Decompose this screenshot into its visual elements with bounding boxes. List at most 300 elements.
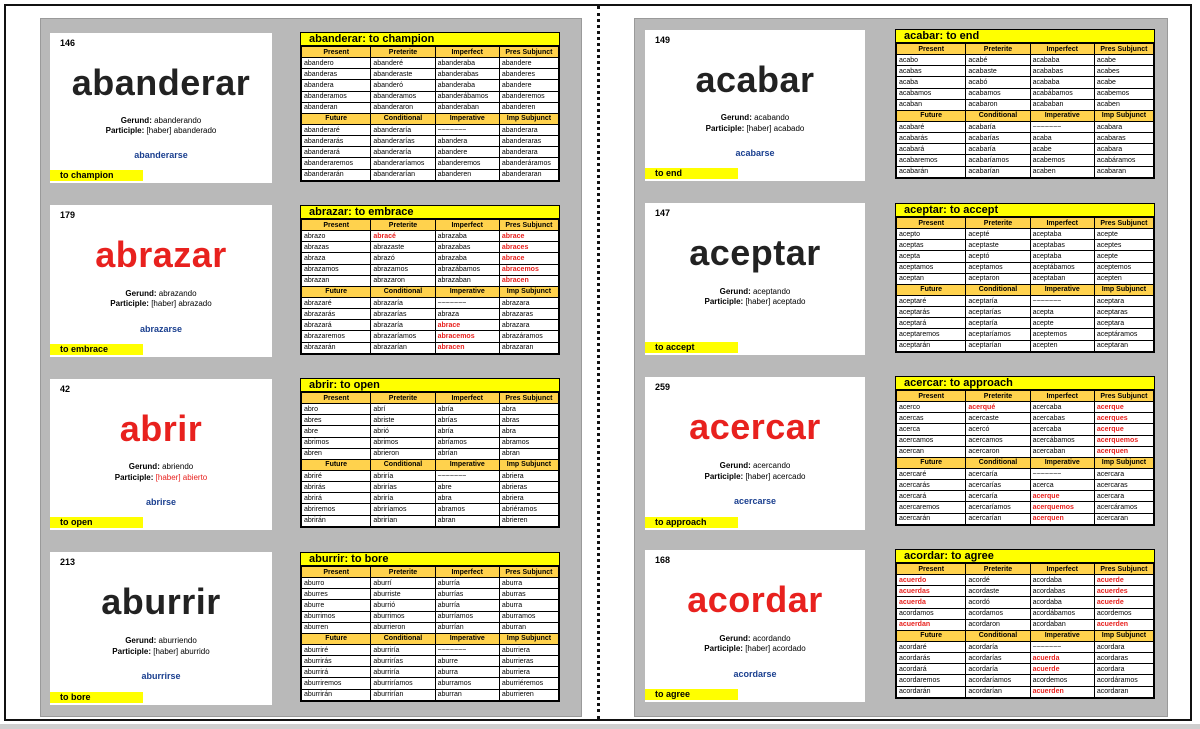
conjugation-cell: ~~~~~~~: [1030, 641, 1094, 652]
conjugation-cell: aceptáramos: [1094, 329, 1153, 340]
conjugation-cell: abanderen: [435, 169, 499, 180]
card-number: 179: [60, 210, 76, 220]
conjugation-cell: aceptarán: [897, 340, 966, 351]
conjugation-cell: acabé: [966, 55, 1030, 66]
conjugation-cell: abanderarían: [371, 169, 435, 180]
conjugation-title: aceptar: to accept: [896, 204, 1154, 217]
conjugation-cell: abriste: [371, 415, 435, 426]
conjugation-row: [897, 413, 1154, 424]
conjugation-cell: ~~~~~~~: [1030, 295, 1094, 306]
conjugation-cell: abandere: [499, 58, 558, 69]
tense-header: Preterite: [966, 218, 1030, 229]
conjugation-row: [897, 597, 1154, 608]
conjugation-row: [897, 240, 1154, 251]
conjugation-cell: acerca: [897, 424, 966, 435]
conjugation-cell: aceptarás: [897, 307, 966, 318]
participle-value: [haber] abierto: [155, 472, 208, 482]
conjugation-row: [897, 166, 1154, 177]
participle-line: [50, 299, 272, 308]
conjugation-cell: acababan: [1030, 99, 1094, 110]
tense-header: Imp Subjunct: [499, 286, 558, 297]
card-number: 213: [60, 557, 76, 567]
conjugation-cell: aceptan: [897, 273, 966, 284]
conjugation-cell: acercarías: [966, 480, 1030, 491]
reflexive-form: acabarse: [735, 147, 775, 158]
tense-header: Future: [897, 284, 966, 295]
tense-header: Future: [302, 633, 371, 644]
conjugation-cell: abrazaríamos: [371, 331, 435, 342]
tense-header: Imp Subjunct: [1094, 110, 1153, 121]
conjugation-cell: acabe: [1030, 144, 1094, 155]
gerund-line: [50, 636, 272, 645]
conjugation-table-abrir: [300, 378, 560, 528]
tense-header: Imperfect: [1030, 564, 1094, 575]
conjugation-cell: aburriera: [499, 667, 558, 678]
conjugation-row: [302, 309, 559, 320]
conjugation-cell: acordamos: [897, 608, 966, 619]
conjugation-row: [897, 340, 1154, 351]
conjugation-row: [897, 446, 1154, 457]
tense-header: Imperfect: [435, 393, 499, 404]
participle-value: [haber] acercado: [745, 471, 806, 481]
conjugation-cell: acordaran: [1094, 686, 1153, 697]
conjugation-row: [302, 275, 559, 286]
conjugation-row: [302, 426, 559, 437]
conjugation-cell: abriera: [499, 470, 558, 481]
conjugation-cell: abrazamos: [371, 264, 435, 275]
card-number: 259: [655, 382, 671, 392]
conjugation-cell: acordaría: [966, 664, 1030, 675]
translation-bar: to bore: [50, 692, 143, 703]
conjugation-cell: abanderemos: [435, 158, 499, 169]
conjugation-cell: acababa: [1030, 77, 1094, 88]
conjugation-cell: abrazaría: [371, 297, 435, 308]
tense-header: Pres Subjunct: [499, 47, 558, 58]
conjugation-row: [302, 331, 559, 342]
conjugation-cell: acercaría: [966, 491, 1030, 502]
conjugation-cell: abanderes: [499, 69, 558, 80]
conjugation-cell: abramos: [435, 504, 499, 515]
conjugation-cell: acuerdan: [897, 619, 966, 630]
conjugation-cell: abriera: [499, 493, 558, 504]
conjugation-cell: acabará: [897, 144, 966, 155]
verb-infinitive: acabar: [695, 58, 815, 100]
conjugation-cell: abra: [499, 404, 558, 415]
conjugation-cell: abanderaste: [371, 69, 435, 80]
tense-header: Preterite: [371, 393, 435, 404]
conjugation-cell: aburriríamos: [371, 678, 435, 689]
conjugation-cell: abandero: [302, 58, 371, 69]
conjugation-row: [302, 404, 559, 415]
conjugation-cell: acabarás: [897, 133, 966, 144]
conjugation-cell: aburrirían: [371, 689, 435, 700]
tense-header: Imp Subjunct: [1094, 457, 1153, 468]
page-divider: [597, 6, 600, 719]
conjugation-cell: acuerdas: [897, 586, 966, 597]
conjugation-cell: abrieren: [499, 515, 558, 526]
conjugation-cell: abraza: [302, 253, 371, 264]
conjugation-row: [897, 653, 1154, 664]
conjugation-table-acabar: [895, 29, 1155, 179]
participle-line: [50, 647, 272, 656]
conjugation-cell: aburrirán: [302, 689, 371, 700]
conjugation-cell: acaben: [1094, 99, 1153, 110]
conjugation-cell: acerque: [1030, 491, 1094, 502]
conjugation-row: [897, 273, 1154, 284]
tense-header: Pres Subjunct: [499, 393, 558, 404]
gerund-line: [50, 462, 272, 471]
tense-header-row: [302, 113, 559, 124]
verb-infinitive: acordar: [687, 578, 823, 620]
conjugation-cell: acercamos: [966, 435, 1030, 446]
conjugation-cell: abanderaran: [499, 169, 558, 180]
tense-header-row: [302, 567, 559, 578]
reflexive-form: acercarse: [733, 496, 777, 507]
conjugation-grid: [896, 217, 1154, 352]
conjugation-cell: abras: [499, 415, 558, 426]
conjugation-cell: acordarán: [897, 686, 966, 697]
conjugation-cell: aceptaríamos: [966, 329, 1030, 340]
conjugation-row: [302, 482, 559, 493]
conjugation-row: [302, 264, 559, 275]
tense-header: Conditional: [966, 457, 1030, 468]
conjugation-cell: abrirías: [371, 482, 435, 493]
gerund-value: acercando: [752, 461, 791, 471]
tense-header: Preterite: [966, 391, 1030, 402]
tense-header-row: [897, 564, 1154, 575]
conjugation-cell: abrazaremos: [302, 331, 371, 342]
gerund-label: Gerund:: [125, 636, 157, 646]
tense-header-row: [897, 44, 1154, 55]
conjugation-row: [302, 589, 559, 600]
tense-header: Imp Subjunct: [499, 113, 558, 124]
card-number: 168: [655, 555, 671, 565]
conjugation-row: [897, 318, 1154, 329]
conjugation-cell: aburre: [302, 600, 371, 611]
conjugation-cell: ~~~~~~~: [1030, 121, 1094, 132]
conjugation-cell: acababa: [1030, 55, 1094, 66]
conjugation-cell: acordáramos: [1094, 675, 1153, 686]
conjugation-cell: acordaba: [1030, 597, 1094, 608]
conjugation-cell: acerques: [1094, 413, 1153, 424]
conjugation-row: [302, 600, 559, 611]
gerund-line: [645, 113, 865, 122]
conjugation-cell: abra: [499, 426, 558, 437]
conjugation-cell: aceptara: [1094, 295, 1153, 306]
conjugation-cell: acercaremos: [897, 502, 966, 513]
conjugation-cell: acercaba: [1030, 424, 1094, 435]
conjugation-row: [302, 415, 559, 426]
conjugation-row: [302, 578, 559, 589]
conjugation-cell: abanderará: [302, 147, 371, 158]
conjugation-cell: abría: [435, 404, 499, 415]
conjugation-cell: acercará: [897, 491, 966, 502]
conjugation-cell: acordaban: [1030, 619, 1094, 630]
conjugation-cell: acabarán: [897, 166, 966, 177]
conjugation-cell: aburra: [435, 667, 499, 678]
conjugation-row: [897, 619, 1154, 630]
tense-header: Pres Subjunct: [499, 220, 558, 231]
tense-header: Pres Subjunct: [1094, 218, 1153, 229]
conjugation-row: [302, 124, 559, 135]
conjugation-title: acordar: to agree: [896, 550, 1154, 563]
tense-header: Imperfect: [1030, 218, 1094, 229]
conjugation-cell: acabara: [1094, 121, 1153, 132]
conjugation-cell: acabaste: [966, 66, 1030, 77]
gerund-value: abrazando: [158, 288, 197, 298]
conjugation-table-aburrir: [300, 552, 560, 702]
conjugation-row: [897, 88, 1154, 99]
conjugation-row: [302, 242, 559, 253]
conjugation-cell: acordamos: [966, 608, 1030, 619]
conjugation-cell: abriéramos: [499, 504, 558, 515]
verb-card-acabar: [645, 30, 865, 181]
conjugation-cell: acabáramos: [1094, 155, 1153, 166]
conjugation-cell: acuerda: [897, 597, 966, 608]
conjugation-cell: abanderara: [499, 124, 558, 135]
conjugation-cell: aburriremos: [302, 678, 371, 689]
conjugation-cell: acerque: [1094, 402, 1153, 413]
conjugation-cell: acabaría: [966, 144, 1030, 155]
card-number: 146: [60, 38, 76, 48]
conjugation-cell: acerquen: [1030, 513, 1094, 524]
conjugation-cell: abanderaría: [371, 124, 435, 135]
conjugation-row: [302, 448, 559, 459]
conjugation-row: [302, 611, 559, 622]
conjugation-cell: acabaras: [1094, 133, 1153, 144]
conjugation-cell: acercaste: [966, 413, 1030, 424]
translation-bar: to embrace: [50, 344, 143, 355]
conjugation-cell: ~~~~~~~: [1030, 468, 1094, 479]
conjugation-cell: aburriéremos: [499, 678, 558, 689]
translation-bar: to end: [645, 168, 738, 179]
conjugation-cell: abrazara: [499, 320, 558, 331]
conjugation-row: [302, 297, 559, 308]
conjugation-cell: abanderara: [499, 147, 558, 158]
verb-card-abrazar: [50, 205, 272, 357]
tense-header: Conditional: [371, 459, 435, 470]
conjugation-cell: acordé: [966, 575, 1030, 586]
conjugation-cell: abríamos: [435, 437, 499, 448]
conjugation-cell: acerquemos: [1030, 502, 1094, 513]
conjugation-cell: acabara: [1094, 144, 1153, 155]
conjugation-row: [302, 689, 559, 700]
conjugation-cell: acabemos: [1030, 155, 1094, 166]
conjugation-row: [897, 435, 1154, 446]
conjugation-cell: acordemos: [1094, 608, 1153, 619]
gerund-line: [645, 634, 865, 643]
conjugation-cell: abra: [435, 493, 499, 504]
conjugation-cell: abrazan: [302, 275, 371, 286]
tense-header-row: [302, 459, 559, 470]
conjugation-row: [897, 144, 1154, 155]
conjugation-cell: abramos: [499, 437, 558, 448]
conjugation-cell: abrirían: [371, 515, 435, 526]
tense-header: Present: [897, 218, 966, 229]
conjugation-row: [302, 253, 559, 264]
conjugation-cell: acercaran: [1094, 513, 1153, 524]
conjugation-cell: aburran: [435, 689, 499, 700]
conjugation-cell: aceptaría: [966, 318, 1030, 329]
participle-value: [haber] aburrido: [153, 646, 210, 656]
conjugation-row: [302, 342, 559, 353]
gerund-value: aburriendo: [158, 636, 197, 646]
conjugation-title: aburrir: to bore: [301, 553, 559, 566]
tense-header: Preterite: [371, 567, 435, 578]
conjugation-table-abrazar: [300, 205, 560, 355]
conjugation-cell: abriré: [302, 470, 371, 481]
gerund-value: aceptando: [752, 286, 791, 296]
conjugation-cell: abrimos: [302, 437, 371, 448]
conjugation-row: [302, 91, 559, 102]
tense-header: Imperative: [435, 113, 499, 124]
conjugation-cell: aceptamos: [966, 262, 1030, 273]
conjugation-cell: acordara: [1094, 664, 1153, 675]
conjugation-cell: abanderabas: [435, 69, 499, 80]
conjugation-row: [897, 99, 1154, 110]
tense-header: Imperative: [1030, 630, 1094, 641]
tense-header: Imperative: [1030, 457, 1094, 468]
conjugation-grid: [301, 392, 559, 527]
conjugation-cell: acordaras: [1094, 653, 1153, 664]
conjugation-cell: ~~~~~~~: [435, 470, 499, 481]
verb-infinitive: acercar: [689, 406, 821, 448]
conjugation-cell: aceptas: [897, 240, 966, 251]
participle-label: Participle:: [110, 299, 149, 309]
conjugation-cell: abracemos: [435, 331, 499, 342]
conjugation-cell: aceptamos: [897, 262, 966, 273]
conjugation-row: [897, 133, 1154, 144]
conjugation-row: [302, 80, 559, 91]
conjugation-cell: acuerde: [1094, 597, 1153, 608]
conjugation-cell: aceptó: [966, 251, 1030, 262]
conjugation-cell: acercábamos: [1030, 435, 1094, 446]
conjugation-cell: abanderaremos: [302, 158, 371, 169]
conjugation-cell: abrazarán: [302, 342, 371, 353]
conjugation-row: [897, 575, 1154, 586]
conjugation-grid: [301, 219, 559, 354]
conjugation-cell: abraces: [499, 242, 558, 253]
conjugation-table-acercar: [895, 376, 1155, 526]
conjugation-cell: acordara: [1094, 641, 1153, 652]
conjugation-row: [302, 644, 559, 655]
conjugation-grid: [896, 563, 1154, 698]
conjugation-cell: acaben: [1030, 166, 1094, 177]
conjugation-cell: aburro: [302, 578, 371, 589]
gerund-line: [645, 287, 865, 296]
conjugation-row: [302, 158, 559, 169]
conjugation-cell: acercaban: [1030, 446, 1094, 457]
conjugation-cell: aceptaste: [966, 240, 1030, 251]
conjugation-cell: acuerden: [1094, 619, 1153, 630]
conjugation-cell: abanderaban: [435, 102, 499, 113]
participle-label: Participle:: [704, 471, 744, 481]
conjugation-cell: ~~~~~~~: [435, 297, 499, 308]
participle-line: [645, 297, 865, 306]
tense-header-row: [302, 47, 559, 58]
conjugation-cell: abrieron: [371, 448, 435, 459]
conjugation-row: [897, 121, 1154, 132]
tense-header: Imp Subjunct: [499, 633, 558, 644]
gerund-value: abanderando: [154, 115, 202, 125]
conjugation-cell: acercarás: [897, 480, 966, 491]
conjugation-row: [897, 491, 1154, 502]
conjugation-cell: aburriste: [371, 589, 435, 600]
conjugation-cell: acepten: [1030, 340, 1094, 351]
card-number: 149: [655, 35, 671, 45]
tense-header: Present: [897, 564, 966, 575]
conjugation-cell: acabaran: [1094, 166, 1153, 177]
conjugation-cell: acordaríamos: [966, 675, 1030, 686]
tense-header: Imp Subjunct: [1094, 630, 1153, 641]
conjugation-title: acabar: to end: [896, 30, 1154, 43]
conjugation-cell: aburriera: [499, 644, 558, 655]
conjugation-cell: abanderamos: [371, 91, 435, 102]
tense-header: Present: [897, 44, 966, 55]
verb-infinitive: aceptar: [689, 231, 821, 273]
tense-header-row: [302, 393, 559, 404]
tense-header: Imperfect: [435, 47, 499, 58]
conjugation-row: [897, 262, 1154, 273]
conjugation-cell: abrace: [499, 253, 558, 264]
conjugation-row: [897, 295, 1154, 306]
tense-header: Present: [302, 567, 371, 578]
conjugation-cell: acerco: [897, 402, 966, 413]
conjugation-row: [302, 656, 559, 667]
conjugation-cell: acepto: [897, 229, 966, 240]
conjugation-cell: abrace: [499, 231, 558, 242]
conjugation-table-aceptar: [895, 203, 1155, 353]
conjugation-cell: abrazábamos: [435, 264, 499, 275]
tense-header: Conditional: [371, 286, 435, 297]
conjugation-cell: acordaré: [897, 641, 966, 652]
card-number: 42: [60, 384, 71, 394]
tense-header: Preterite: [966, 564, 1030, 575]
conjugation-cell: aburríamos: [435, 611, 499, 622]
conjugation-cell: aburra: [499, 578, 558, 589]
conjugation-row: [897, 329, 1154, 340]
conjugation-cell: acordaría: [966, 641, 1030, 652]
gerund-label: Gerund:: [720, 113, 752, 123]
conjugation-cell: acerquen: [1094, 446, 1153, 457]
conjugation-cell: aburrió: [371, 600, 435, 611]
reflexive-form: abanderarse: [134, 150, 188, 160]
conjugation-cell: aburran: [499, 622, 558, 633]
conjugation-cell: acabarías: [966, 133, 1030, 144]
gerund-label: Gerund:: [719, 286, 751, 296]
conjugation-cell: acordará: [897, 664, 966, 675]
conjugation-cell: acordemos: [1030, 675, 1094, 686]
conjugation-cell: abanderaría: [371, 147, 435, 158]
conjugation-row: [897, 480, 1154, 491]
tense-header: Present: [302, 393, 371, 404]
tense-header: Future: [302, 113, 371, 124]
tense-header: Present: [302, 47, 371, 58]
tense-header: Conditional: [966, 284, 1030, 295]
conjugation-cell: aburrí: [371, 578, 435, 589]
conjugation-cell: abrazo: [302, 231, 371, 242]
tense-header: Imp Subjunct: [499, 459, 558, 470]
conjugation-row: [897, 55, 1154, 66]
conjugation-cell: abrimos: [371, 437, 435, 448]
tense-header: Conditional: [966, 110, 1030, 121]
tense-header: Preterite: [371, 220, 435, 231]
conjugation-cell: abandere: [435, 147, 499, 158]
tense-header: Pres Subjunct: [1094, 564, 1153, 575]
participle-label: Participle:: [704, 644, 743, 654]
conjugation-cell: acabas: [897, 66, 966, 77]
verb-infinitive: abrazar: [95, 233, 227, 275]
